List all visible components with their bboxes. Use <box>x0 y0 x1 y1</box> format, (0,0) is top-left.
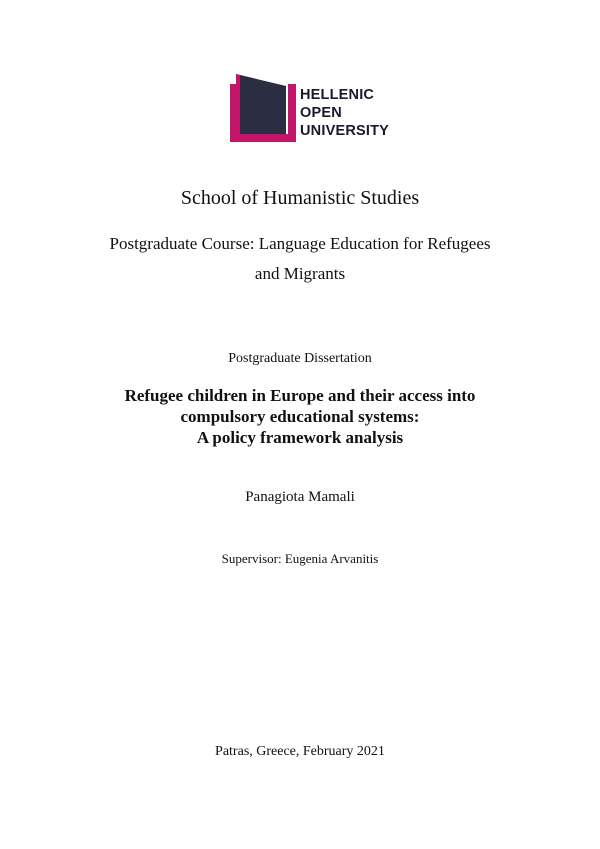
book-emblem-icon <box>226 72 300 146</box>
university-name <box>300 86 389 140</box>
supervisor: Supervisor: Eugenia Arvanitis <box>221 551 379 566</box>
logo-line-open: OPEN <box>300 105 342 121</box>
title-line-2: compulsory educational systems: <box>180 407 420 426</box>
title-line-1: Refugee children in Europe and their access into <box>124 386 476 405</box>
university-logo <box>226 72 396 146</box>
place-and-date: Patras, Greece, February 2021 <box>215 744 385 759</box>
title-line-3: A policy framework analysis <box>196 428 404 447</box>
author-name: Panagiota Mamali <box>245 489 355 505</box>
school-name: School of Humanistic Studies <box>180 187 420 209</box>
dissertation-title <box>0 385 600 448</box>
dissertation-label: Postgraduate Dissertation <box>228 351 372 366</box>
logo-line-university: UNIVERSITY <box>300 123 390 139</box>
course-title <box>0 229 600 289</box>
logo-line-hellenic: HELLENIC <box>300 87 375 103</box>
course-line-2: and Migrants <box>254 264 346 283</box>
course-line-1: Postgraduate Course: Language Education for Refugees <box>109 234 491 253</box>
